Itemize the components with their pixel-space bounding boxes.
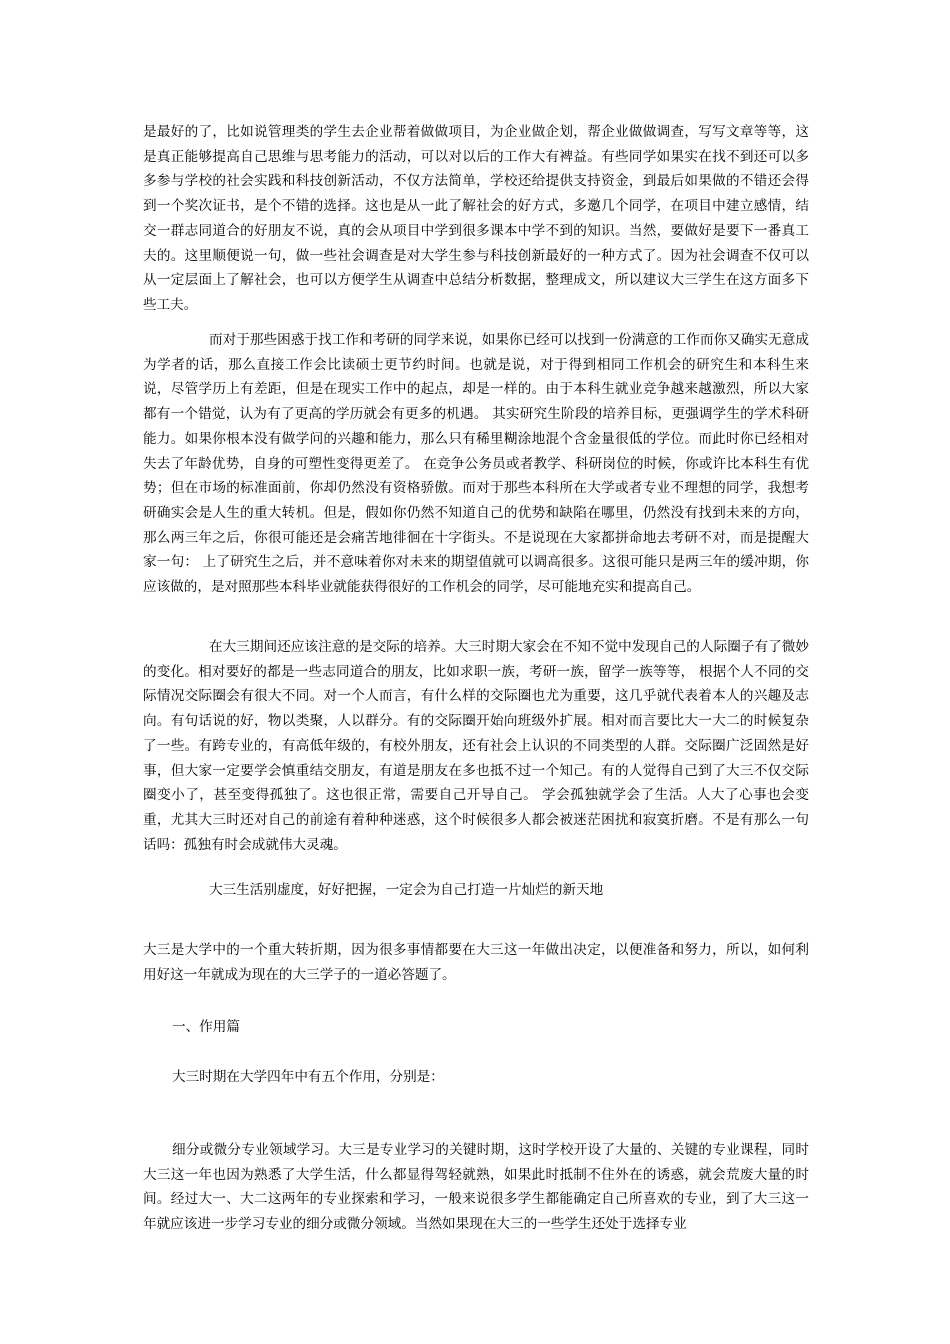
paragraph-specialization-study: 细分或微分专业领域学习。大三是专业学习的关键时期，这时学校开设了大量的、关键的专业课程，同时大三这一年也因为熟悉了大学生活，什么都显得驾轻就熟，如果此时抵制不住外在的诱惑，就会荒废大量的时间。经过大一、大二这两年的专业探索和学习，一般来说很多学生都能确定自己所喜欢的专业，到了大三这一年就应该进一步学习专业的细分或微分领域。当然如果现在大三的一些学生还处于选择专业 — [143, 1142, 809, 1233]
paragraph-closing-line: 大三生活别虚度，好好把握，一定会为自己打造一片灿烂的新天地 — [209, 882, 604, 898]
paragraph-work-vs-graduate-study: 而对于那些困惑于找工作和考研的同学来说，如果你已经可以找到一份满意的工作而你又确实无意成为学者的话，那么直接工作会比读硕士更节约时间。也就是说，对于得到相同工作机会的研究生和本科生来说，尽管学历上有差距，但是在现实工作中的起点，却是一样的。由于本科生就业竞争越来越激烈，所以大家都有一个错觉，认为有了更高的学历就会有更多的机遇。 其实研究生阶段的培养目标，更强调学生的学术科研能力。如果你根本没有做学问的兴趣和能力，那么只有稀里糊涂地混个含金量很低的学位。而此时你已经相对失去了年龄优势，自身的可塑性变得更差了。 在竞争公务员或者教学、科研岗位的时候，你或许比本科生有优势；但在市场的标准面前，你却仍然没有资格骄傲。而对于那些本科所在大学或者专业不理想的同学，我想考研确实会是人生的重大转机。但是，假如你仍然不知道自己的优势和缺陷在哪里，仍然没有找到未来的方向，那么两三年之后，你很可能还是会痛苦地徘徊在十字街头。不是说现在大家都拼命地去考研不对，而是提醒大家一句： 上了研究生之后，并不意味着你对未来的期望值就可以调高很多。这很可能只是两三年的缓冲期，你应该做的，是对照那些本科毕业就能获得很好的工作机会的同学，尽可能地充实和提高自己。 — [143, 332, 809, 596]
paragraph-practice-activities: 是最好的了，比如说管理类的学生去企业帮着做做项目，为企业做企划，帮企业做做调查，写写文章等等，这是真正能够提高自己思维与思考能力的活动，可以对以后的工作大有裨益。有些同学如果实在找不到还可以多多参与学校的社会实践和科技创新活动，不仅方法简单，学校还给提供支持资金，到最后如果做的不错还会得到一个奖次证书，是个不错的选择。这也是从一此了解社会的好方式，多邀几个同学，在项目中建立感情，结交一群志同道合的好朋友不说，真的会从项目中学到很多课本中学不到的知识。当然，要做好是要下一番真工夫的。这里顺便说一句，做一些社会调查是对大学生参与科技创新最好的一种方式了。因为社会调查不仅可以从一定层面上了解社会，也可以方便学生从调查中总结分析数据，整理成文，所以建议大三学生在这方面多下些工夫。 — [143, 124, 809, 313]
paragraph-social-circle: 在大三期间还应该注意的是交际的培养。大三时期大家会在不知不觉中发现自己的人际圈子有了微妙的变化。相对要好的都是一些志同道合的朋友，比如求职一族，考研一族，留学一族等等， 根据个人不同的交际情况交际圈会有很大不同。对一个人而言，有什么样的交际圈也尤为重要，这几乎就代表着本人的兴趣及志向。有句话说的好，物以类聚，人以群分。有的交际圈开始向班级外扩展。相对而言要比大一大二的时候复杂了一些。有跨专业的，有高低年级的，有校外朋友，还有社会上认识的不同类型的人群。交际圈广泛固然是好事，但大家一定要学会慎重结交朋友，有道是朋友在多也抵不过一个知己。有的人觉得自己到了大三不仅交际圈变小了，甚至变得孤独了。这也很正常，需要自己开导自己。 学会孤独就学会了生活。人大了心事也会变重，尤其大三时还对自己的前途有着种种迷惑，这个时候很多人都会被迷茫困扰和寂寞折磨。不是有那么一句话吗：孤独有时会成就伟大灵魂。 — [143, 639, 809, 853]
paragraph-junior-year-intro: 大三是大学中的一个重大转折期，因为很多事情都要在大三这一年做出决定，以便准备和努力，所以，如何利用好这一年就成为现在的大三学子的一道必答题了。 — [143, 942, 809, 983]
paragraph-five-functions-intro: 大三时期在大学四年中有五个作用，分别是： — [172, 1069, 444, 1085]
section-heading-function: 一、作用篇 — [172, 1019, 240, 1035]
